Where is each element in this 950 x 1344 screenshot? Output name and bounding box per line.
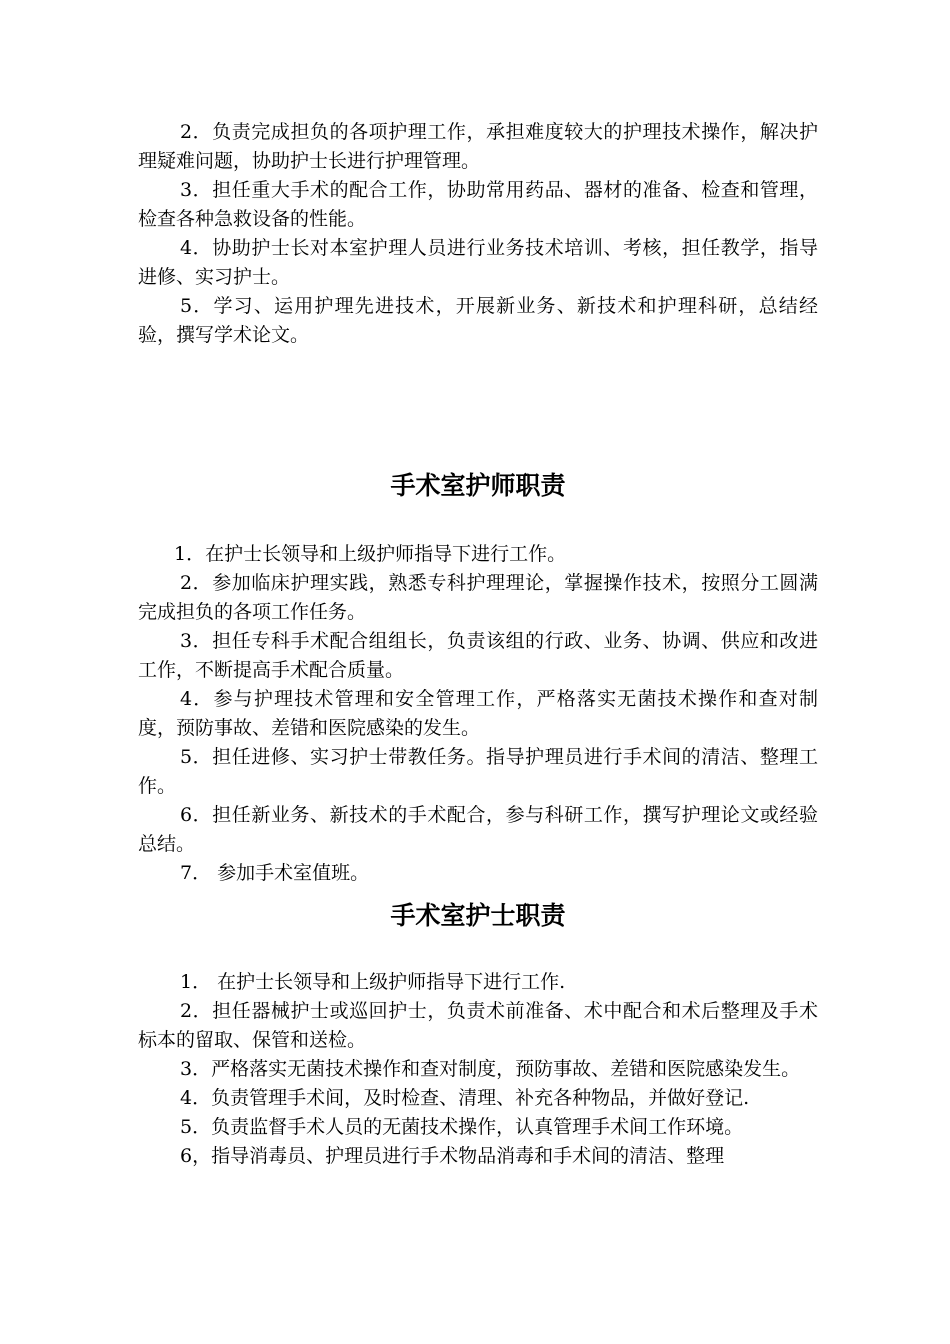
list-item: 3．担任专科手术配合组组长，负责该组的行政、业务、协调、供应和改进工作，不断提高手术配合质量。 <box>138 630 818 681</box>
list-item: 4．协助护士长对本室护理人员进行业务技术培训、考核，担任教学，指导进修、实习护士。 <box>138 237 818 288</box>
list-item: 3．严格落实无菌技术操作和查对制度，预防事故、差错和医院感染发生。 <box>180 1058 801 1080</box>
section-title-nurse-practitioner: 手术室护师职责 <box>390 471 566 500</box>
nurse-duties-list <box>138 968 818 1171</box>
list-item: 6，指导消毒员、护理员进行手术物品消毒和手术间的清洁、整理 <box>180 1145 725 1167</box>
list-item: 6．担任新业务、新技术的手术配合，参与科研工作，撰写护理论文或经验总结。 <box>138 804 818 855</box>
list-item: 5．负责监督手术人员的无菌技术操作，认真管理手术间工作环境。 <box>180 1116 744 1138</box>
list-item: 1． 在护士长领导和上级护师指导下进行工作. <box>180 971 566 993</box>
list-item: 2．担任器械护士或巡回护士，负责术前准备、术中配合和术后整理及手术标本的留取、保管和送检。 <box>138 1000 818 1051</box>
list-item: 2．负责完成担负的各项护理工作，承担难度较大的护理技术操作，解决护理疑难问题，协助护士长进行护理管理。 <box>138 121 818 172</box>
list-item: 4．参与护理技术管理和安全管理工作，严格落实无菌技术操作和查对制度，预防事故、差错和医院感染的发生。 <box>138 688 818 739</box>
list-item: 5．学习、运用护理先进技术，开展新业务、新技术和护理科研，总结经验，撰写学术论文。 <box>138 295 818 346</box>
list-item: 4．负责管理手术间，及时检查、清理、补充各种物品，并做好登记. <box>180 1087 750 1109</box>
section-title-nurse: 手术室护士职责 <box>390 901 566 930</box>
previous-section-list <box>138 118 818 350</box>
list-item: 5．担任进修、实习护士带教任务。指导护理员进行手术间的清洁、整理工作。 <box>138 746 818 797</box>
list-item: 1．在护士长领导和上级护师指导下进行工作。 <box>174 543 567 565</box>
nurse-practitioner-duties-list <box>138 540 818 888</box>
list-item: 7． 参加手术室值班。 <box>180 862 370 884</box>
list-item: 3．担任重大手术的配合工作，协助常用药品、器材的准备、检查和管理，检查各种急救设备的性能。 <box>138 179 818 230</box>
list-item: 2．参加临床护理实践，熟悉专科护理理论，掌握操作技术，按照分工圆满完成担负的各项工作任务。 <box>138 572 818 623</box>
